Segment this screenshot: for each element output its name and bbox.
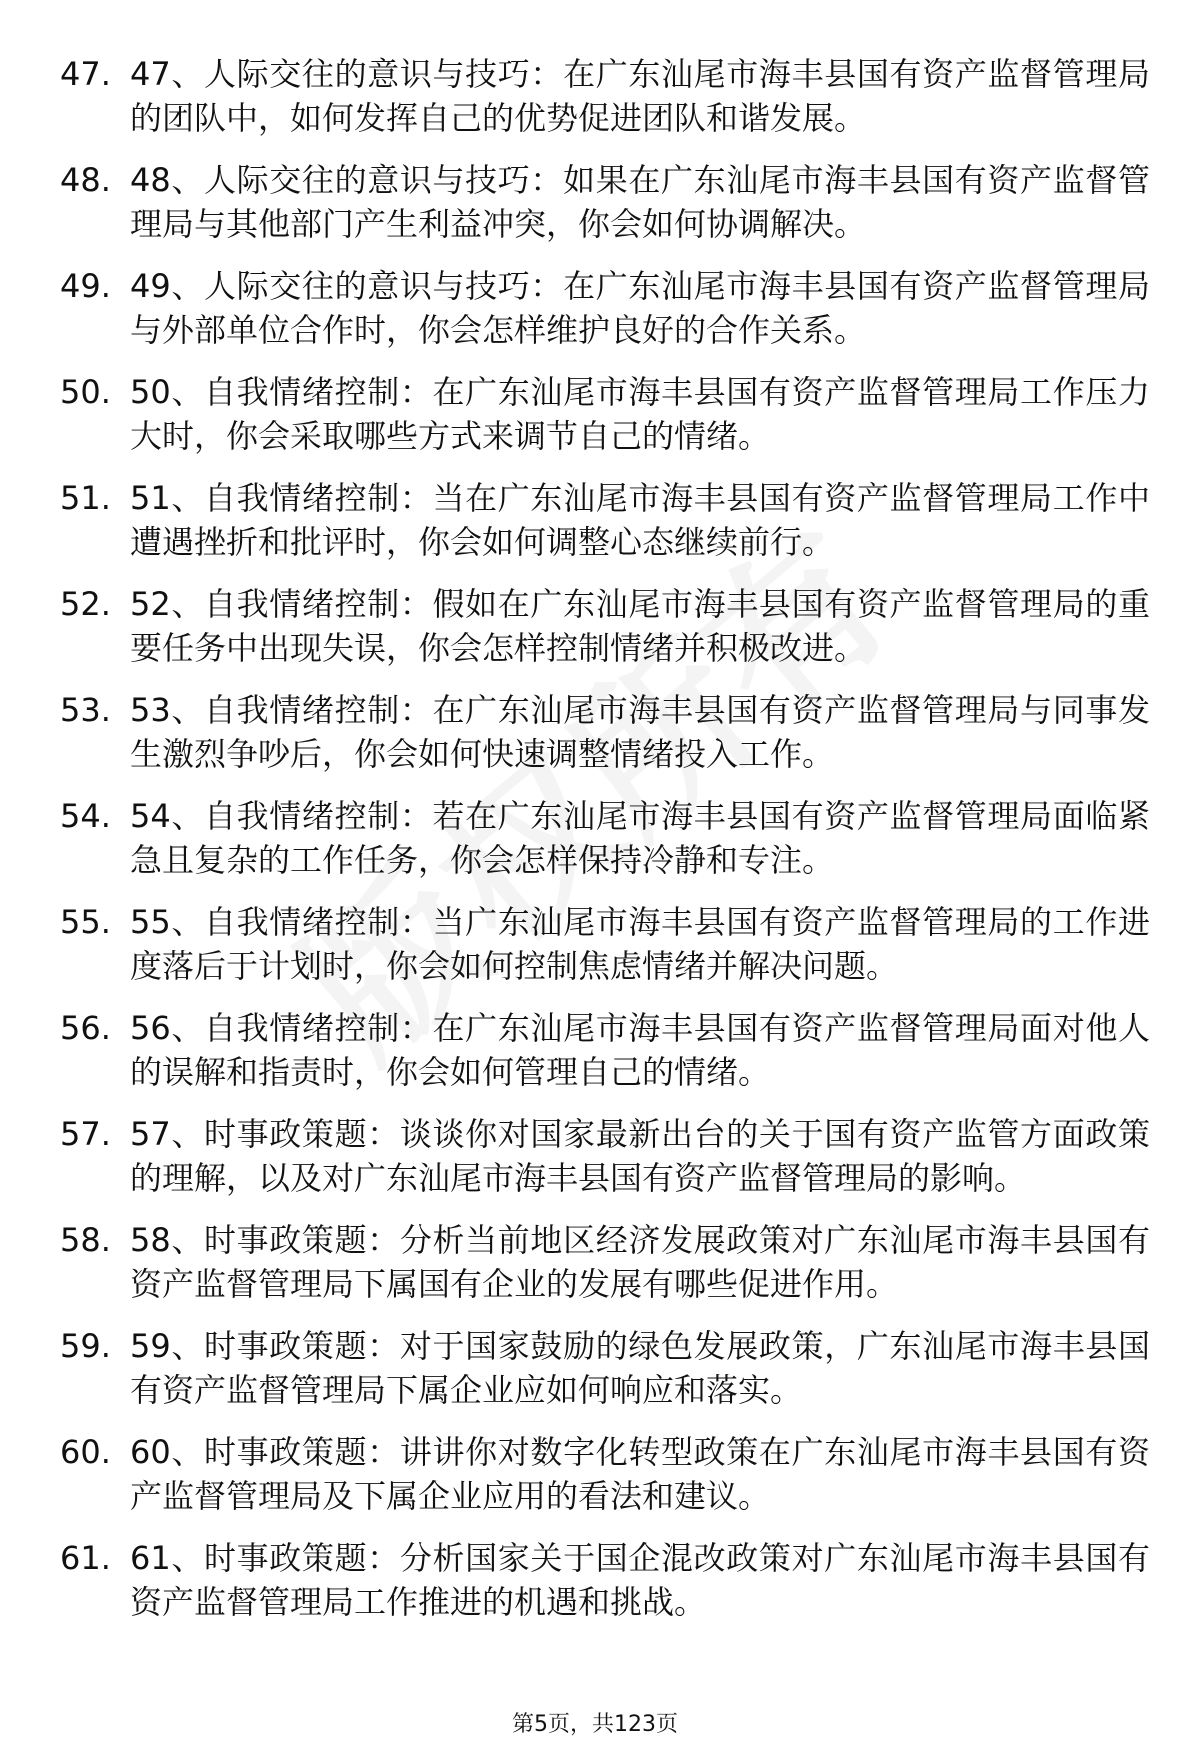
- question-item: [60, 1006, 1150, 1094]
- question-number: 60.: [60, 1433, 111, 1471]
- question-text: 58、时事政策题：分析当前地区经济发展政策对广东汕尾市海丰县国有资产监督管理局下属国有企业的发展有哪些促进作用。: [130, 1221, 1150, 1303]
- question-number: 53.: [60, 691, 111, 729]
- question-text: 48、人际交往的意识与技巧：如果在广东汕尾市海丰县国有资产监督管理局与其他部门产生利益冲突，你会如何协调解决。: [130, 161, 1150, 243]
- question-number: 51.: [60, 479, 111, 517]
- question-list: [60, 52, 1150, 1642]
- question-item: [60, 1430, 1150, 1518]
- question-text: 52、自我情绪控制：假如在广东汕尾市海丰县国有资产监督管理局的重要任务中出现失误，你会怎样控制情绪并积极改进。: [130, 585, 1150, 667]
- question-text: 50、自我情绪控制：在广东汕尾市海丰县国有资产监督管理局工作压力大时，你会采取哪些方式来调节自己的情绪。: [130, 373, 1150, 455]
- question-number: 54.: [60, 797, 111, 835]
- question-text: 55、自我情绪控制：当广东汕尾市海丰县国有资产监督管理局的工作进度落后于计划时，你会如何控制焦虑情绪并解决问题。: [130, 903, 1150, 985]
- question-number: 58.: [60, 1221, 111, 1259]
- question-text: 60、时事政策题：讲讲你对数字化转型政策在广东汕尾市海丰县国有资产监督管理局及下属企业应用的看法和建议。: [130, 1433, 1150, 1515]
- question-number: 50.: [60, 373, 111, 411]
- question-text: 59、时事政策题：对于国家鼓励的绿色发展政策，广东汕尾市海丰县国有资产监督管理局下属企业应如何响应和落实。: [130, 1327, 1150, 1409]
- question-number: 61.: [60, 1539, 111, 1577]
- question-text: 56、自我情绪控制：在广东汕尾市海丰县国有资产监督管理局面对他人的误解和指责时，你会如何管理自己的情绪。: [130, 1009, 1150, 1091]
- question-text: 57、时事政策题：谈谈你对国家最新出台的关于国有资产监管方面政策的理解，以及对广东汕尾市海丰县国有资产监督管理局的影响。: [130, 1115, 1150, 1197]
- question-item: [60, 158, 1150, 246]
- question-item: [60, 1536, 1150, 1624]
- question-text: 61、时事政策题：分析国家关于国企混改政策对广东汕尾市海丰县国有资产监督管理局工作推进的机遇和挑战。: [130, 1539, 1150, 1621]
- question-item: [60, 582, 1150, 670]
- question-item: [60, 1324, 1150, 1412]
- question-number: 48.: [60, 161, 111, 199]
- question-number: 59.: [60, 1327, 111, 1365]
- question-text: 51、自我情绪控制：当在广东汕尾市海丰县国有资产监督管理局工作中遭遇挫折和批评时，你会如何调整心态继续前行。: [130, 479, 1150, 561]
- page-footer: [0, 1710, 1190, 1740]
- question-text: 54、自我情绪控制：若在广东汕尾市海丰县国有资产监督管理局面临紧急且复杂的工作任务，你会怎样保持冷静和专注。: [130, 797, 1150, 879]
- question-item: [60, 264, 1150, 352]
- question-item: [60, 900, 1150, 988]
- question-text: 49、人际交往的意识与技巧：在广东汕尾市海丰县国有资产监督管理局与外部单位合作时，你会怎样维护良好的合作关系。: [130, 267, 1150, 349]
- question-item: [60, 688, 1150, 776]
- question-number: 47.: [60, 55, 111, 93]
- question-number: 57.: [60, 1115, 111, 1153]
- question-item: [60, 52, 1150, 140]
- question-text: 47、人际交往的意识与技巧：在广东汕尾市海丰县国有资产监督管理局的团队中，如何发挥自己的优势促进团队和谐发展。: [130, 55, 1150, 137]
- question-item: [60, 1218, 1150, 1306]
- question-number: 52.: [60, 585, 111, 623]
- question-number: 56.: [60, 1009, 111, 1047]
- question-item: [60, 1112, 1150, 1200]
- question-text: 53、自我情绪控制：在广东汕尾市海丰县国有资产监督管理局与同事发生激烈争吵后，你会如何快速调整情绪投入工作。: [130, 691, 1150, 773]
- page-number-label: 第5页，共123页: [512, 1712, 678, 1737]
- question-item: [60, 794, 1150, 882]
- question-item: [60, 476, 1150, 564]
- question-number: 49.: [60, 267, 111, 305]
- question-item: [60, 370, 1150, 458]
- question-number: 55.: [60, 903, 111, 941]
